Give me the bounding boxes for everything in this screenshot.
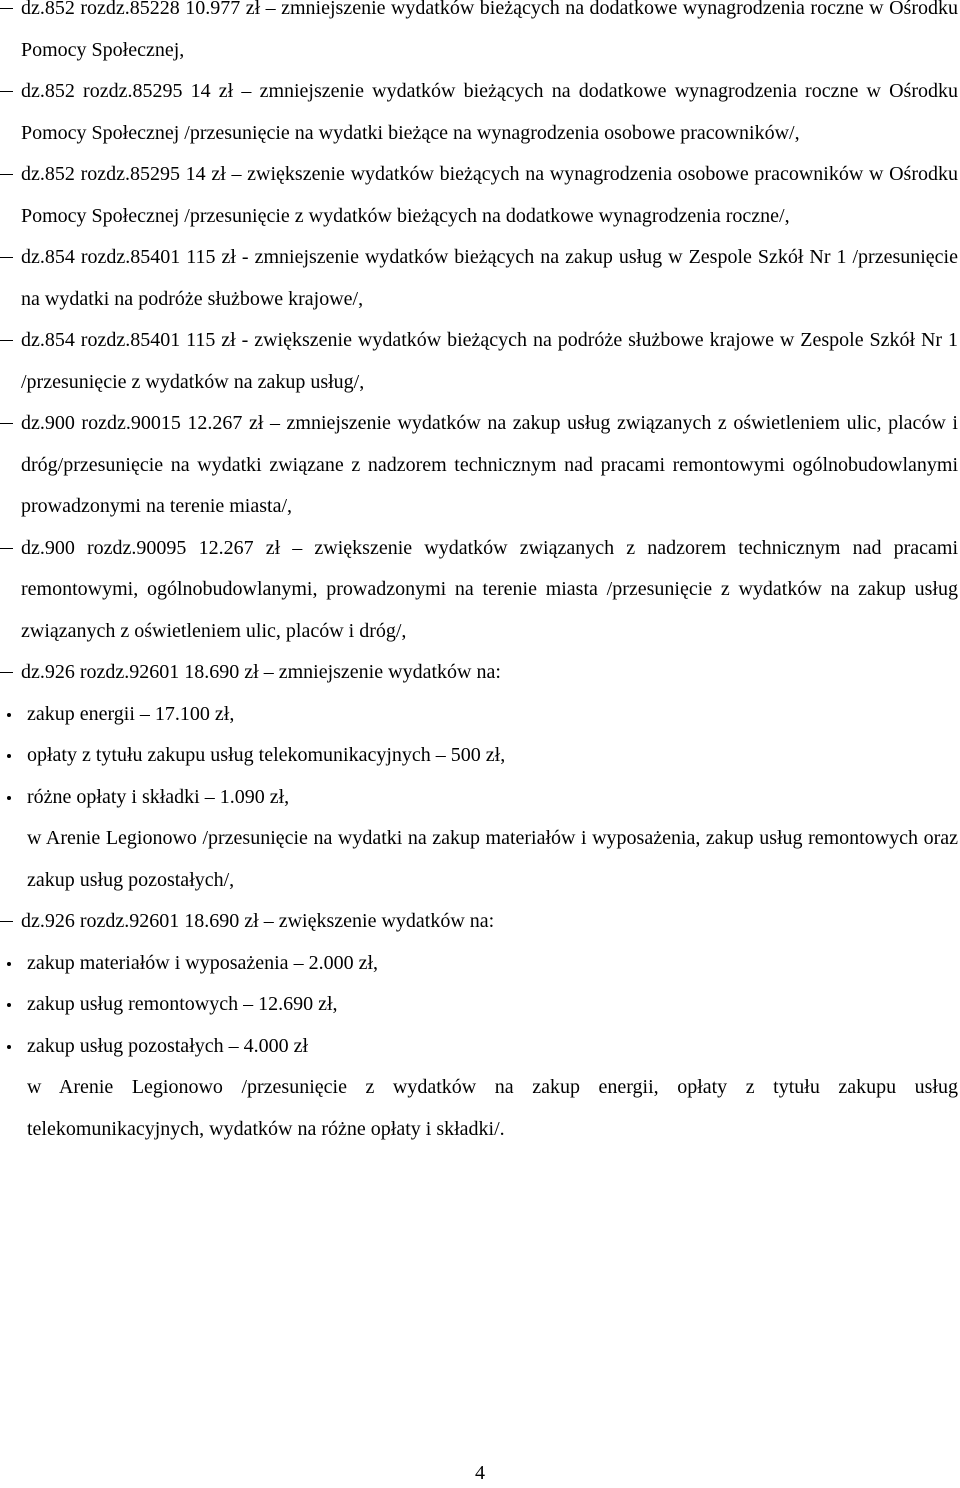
list-item (0, 984, 960, 1026)
list-item (0, 694, 960, 736)
bullet-icon (7, 1003, 11, 1007)
list-item-text: zakup materiałów i wyposażenia – 2.000 zł, (27, 951, 378, 974)
budget-entry-7 (0, 528, 960, 653)
entry-text: dz.852 rozdz.85228 10.977 zł – zmniejszenie wydatków bieżących na dodatkowe wynagrodzenia roczne w Ośrodku Pomocy Społecznej, (21, 0, 958, 61)
budget-entry-3 (0, 154, 960, 237)
budget-entry-6 (0, 403, 960, 528)
dash-marker (0, 672, 13, 673)
budget-entry-increase-heading (0, 901, 960, 943)
budget-entry-1 (0, 0, 960, 71)
list-item (0, 735, 960, 777)
dash-marker (0, 423, 13, 424)
budget-entry-5 (0, 320, 960, 403)
group-note: w Arenie Legionowo /przesunięcie na wydatki na zakup materiałów i wyposażenia, zakup usług remontowych oraz zakup usług pozostałych/, (27, 827, 958, 891)
dash-marker (0, 340, 13, 341)
list-item (0, 1026, 960, 1068)
list-item-text: zakup usług remontowych – 12.690 zł, (27, 993, 338, 1015)
bullet-icon (7, 754, 11, 758)
entry-text: dz.852 rozdz.85295 14 zł – zwiększenie wydatków bieżących na wynagrodzenia osobowe pracowników w Ośrodku Pomocy Społecznej /przesunięcie z wydatków bieżących na dodatkowe wynagrodzenia roczne/, (21, 163, 958, 227)
entry-text: dz.854 rozdz.85401 115 zł - zmniejszenie wydatków bieżących na zakup usług w Zespole Szkół Nr 1 /przesunięcie na wydatki na podróże służbowe krajowe/, (21, 246, 958, 310)
list-item (0, 943, 960, 985)
dash-marker (0, 91, 13, 92)
dash-marker (0, 8, 13, 9)
budget-entry-decrease-heading (0, 652, 960, 694)
budget-entry-2 (0, 71, 960, 154)
list-item-text: zakup usług pozostałych – 4.000 zł (27, 1034, 309, 1057)
entry-text: dz.926 rozdz.92601 18.690 zł – zwiększenie wydatków na: (21, 910, 495, 932)
list-item-text: różne opłaty i składki – 1.090 zł, (27, 785, 290, 808)
list-item-text: opłaty z tytułu zakupu usług telekomunikacyjnych – 500 zł, (27, 744, 506, 766)
bullet-icon (7, 1045, 11, 1049)
entry-text: dz.900 rozdz.90095 12.267 zł – zwiększenie wydatków związanych z nadzorem technicznym nad pracami remontowymi, ogólnobudowlanymi, prowadzonymi na terenie miasta /przesunięcie z wydatków na zakup usług związanych z oświetleniem ulic, placów i dróg/, (21, 536, 958, 642)
bullet-icon (7, 713, 11, 717)
bullet-icon (7, 962, 11, 966)
dash-marker (0, 257, 13, 258)
dash-marker (0, 174, 13, 175)
bullet-icon (7, 796, 11, 800)
entry-text: dz.926 rozdz.92601 18.690 zł – zmniejszenie wydatków na: (21, 661, 501, 683)
dash-marker (0, 921, 13, 922)
page-number: 4 (475, 1462, 485, 1484)
budget-entry-4 (0, 237, 960, 320)
dash-marker (0, 548, 13, 549)
group-note: w Arenie Legionowo /przesunięcie z wydatków na zakup energii, opłaty z tytułu zakupu usług telekomunikacyjnych, wydatków na różne opłaty i składki/. (27, 1076, 958, 1140)
list-item (0, 777, 960, 819)
entry-text: dz.900 rozdz.90015 12.267 zł – zmniejszenie wydatków na zakup usług związanych z oświetleniem ulic, placów i dróg/przesunięcie na wydatki związane z nadzorem technicznym nad pracami remontowymi ogólnobudowlanymi prowadzonymi na terenie miasta/, (21, 412, 958, 517)
list-item-text: zakup energii – 17.100 zł, (27, 702, 235, 725)
entry-text: dz.854 rozdz.85401 115 zł - zwiększenie wydatków bieżących na podróże służbowe krajowe w Zespole Szkół Nr 1 /przesunięcie z wydatków na zakup usług/, (21, 329, 958, 393)
entry-text: dz.852 rozdz.85295 14 zł – zmniejszenie wydatków bieżących na dodatkowe wynagrodzenia roczne w Ośrodku Pomocy Społecznej /przesunięcie na wydatki bieżące na wynagrodzenia osobowe pracowników/, (21, 80, 958, 144)
